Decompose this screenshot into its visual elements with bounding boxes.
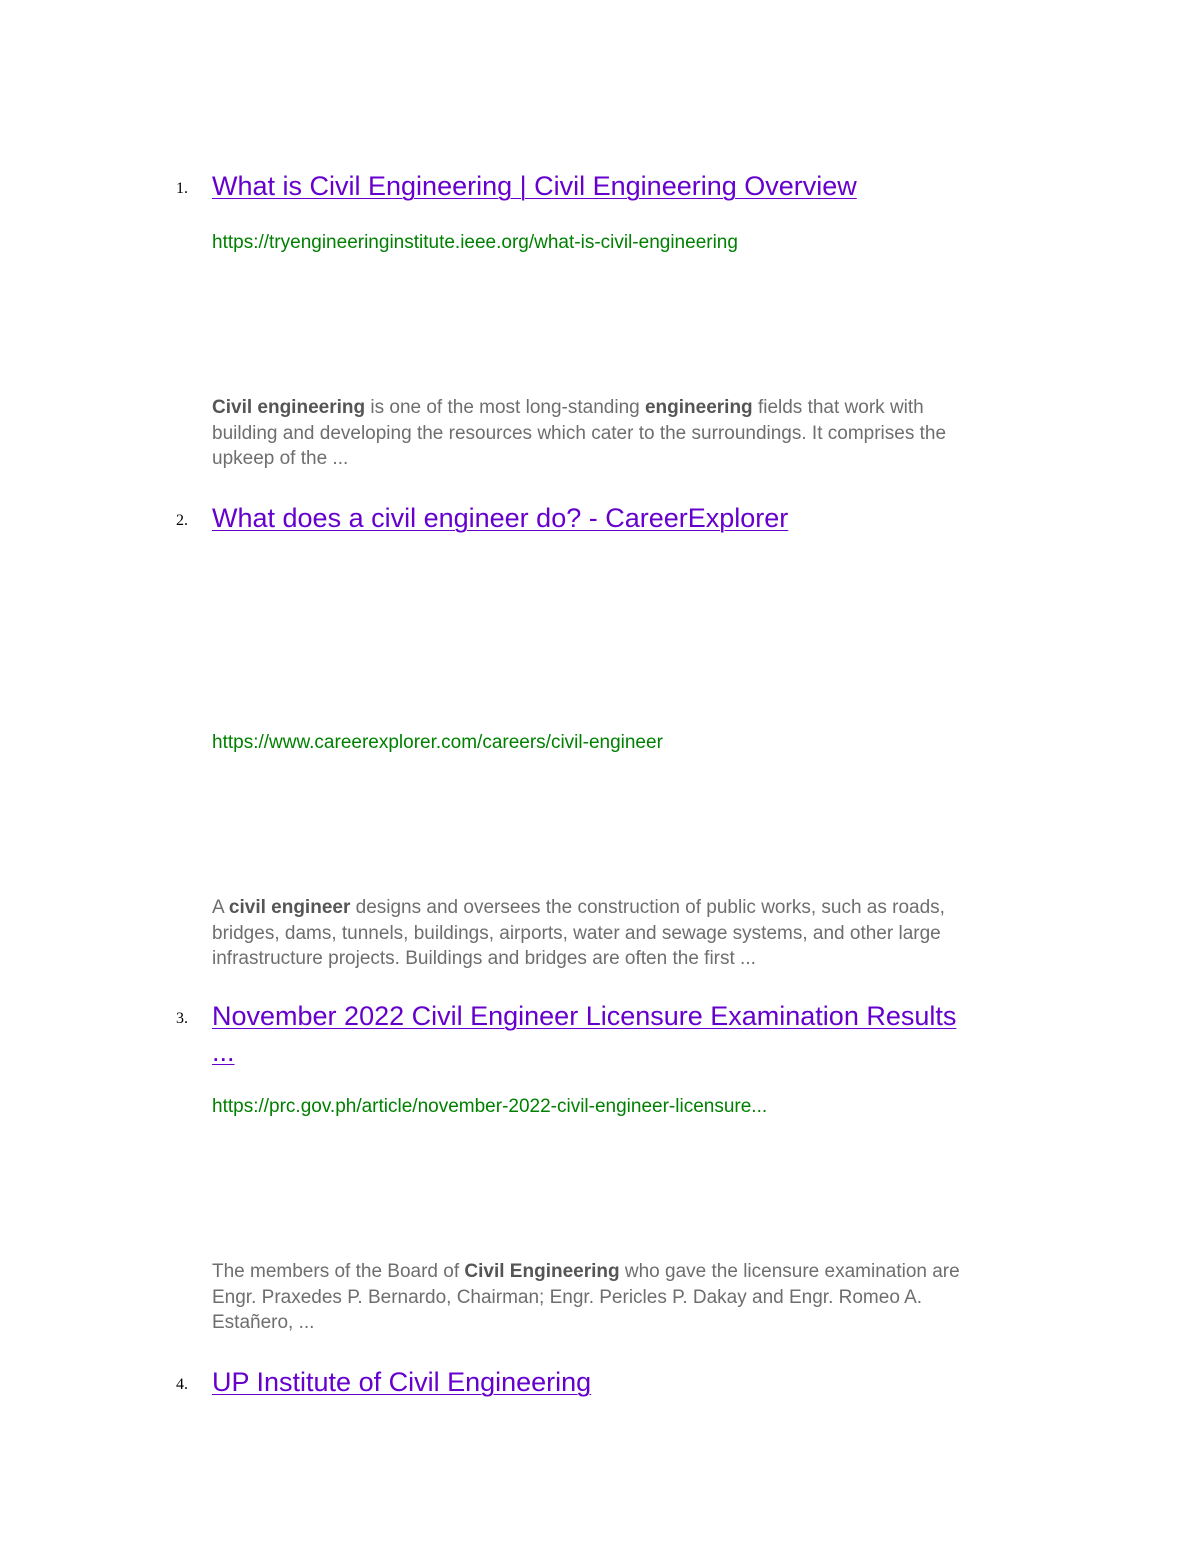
- result-snippet: [212, 895, 1032, 972]
- title-line: November 2022 Civil Engineer Licensure Examination Results: [212, 1001, 957, 1031]
- snippet-line: [212, 895, 1032, 921]
- snippet-highlight: Civil engineering: [212, 397, 366, 418]
- snippet-text: is one of the most long-standing: [365, 397, 645, 418]
- snippet-text: who gave the licensure examination are: [619, 1261, 960, 1282]
- snippet-line: Estañero, ...: [212, 1312, 315, 1333]
- snippet-line: upkeep of the ...: [212, 448, 349, 469]
- snippet-line: bridges, dams, tunnels, buildings, airports, water and sewage systems, and other large: [212, 922, 941, 944]
- list-number: 4.: [176, 1376, 188, 1393]
- result-url: https://prc.gov.ph/article/november-2022-civil-engineer-licensure...: [212, 1096, 768, 1117]
- list-number: 2.: [176, 512, 188, 529]
- snippet-line: building and developing the resources which cater to the surroundings. It comprises the: [212, 422, 947, 444]
- snippet-text: The members of the Board of: [212, 1261, 465, 1282]
- result-title-link[interactable]: UP Institute of Civil Engineering: [212, 1367, 592, 1397]
- result-url: https://www.careerexplorer.com/careers/civil-engineer: [212, 732, 663, 753]
- snippet-text: designs and oversees the construction of public works, such as roads,: [350, 897, 945, 918]
- snippet-line: [212, 1259, 1032, 1285]
- result-snippet: [212, 1259, 1032, 1336]
- snippet-line: Engr. Praxedes P. Bernardo, Chairman; Engr. Pericles P. Dakay and Engr. Romeo A.: [212, 1286, 923, 1308]
- result-title-link[interactable]: [212, 998, 1042, 1070]
- snippet-highlight: Civil Engineering: [464, 1261, 620, 1282]
- snippet-text: A: [212, 897, 229, 918]
- title-line: ...: [212, 1037, 235, 1067]
- result-title-link[interactable]: What is Civil Engineering | Civil Engineering Overview: [212, 171, 857, 201]
- snippet-line: [212, 395, 1032, 421]
- list-number: 3.: [176, 1010, 188, 1027]
- snippet-highlight: engineering: [644, 397, 753, 418]
- snippet-line: infrastructure projects. Buildings and bridges are often the first ...: [212, 948, 756, 969]
- result-url: https://tryengineeringinstitute.ieee.org/what-is-civil-engineering: [212, 232, 738, 253]
- snippet-highlight: civil engineer: [228, 897, 351, 918]
- result-snippet: [212, 395, 1032, 472]
- result-title-link[interactable]: What does a civil engineer do? - CareerExplorer: [212, 503, 789, 533]
- snippet-text: fields that work with: [752, 397, 924, 418]
- list-number: 1.: [176, 180, 188, 197]
